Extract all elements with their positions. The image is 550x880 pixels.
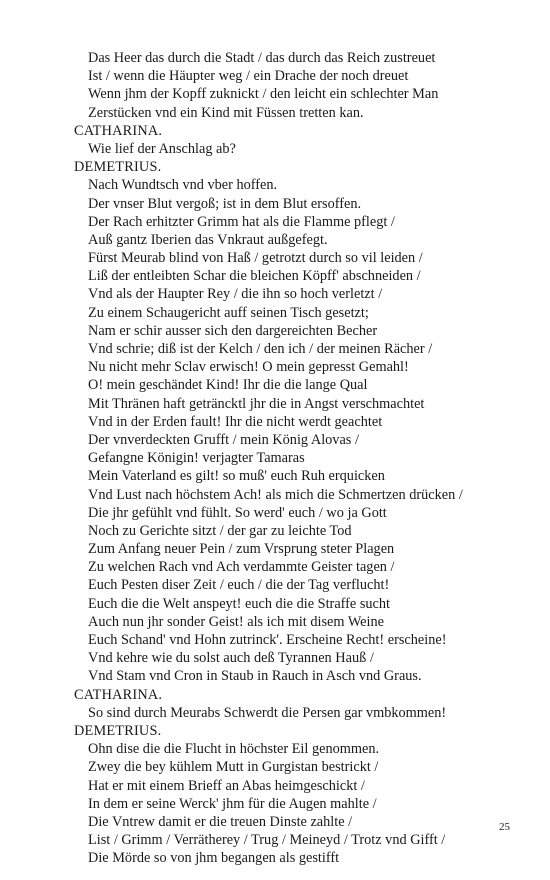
verse-line: Vnd schrie; diß ist der Kelch / den ich / der meinen Rächer / bbox=[88, 341, 433, 357]
verse-line: Noch zu Gerichte sitzt / der gar zu leichte Tod bbox=[88, 522, 352, 539]
play-text bbox=[74, 49, 534, 867]
verse-line: Das Heer das durch die Stadt / das durch das Reich zustreuet bbox=[88, 50, 436, 66]
verse-line: List / Grimm / Verrätherey / Trug / Meineyd / Trotz vnd Gifft / bbox=[88, 832, 446, 849]
verse-line: Nam er schir ausser sich den dargereichten Becher bbox=[88, 322, 378, 339]
verse-line: Die jhr gefühlt vnd fühlt. So werd' euch / wo ja Gott bbox=[88, 504, 387, 521]
verse-line: Nach Wundtsch vnd vber hoffen. bbox=[88, 177, 278, 194]
verse-line: Zwey die bey kühlem Mutt in Gurgistan bestrickt / bbox=[88, 759, 379, 776]
speaker-name: DEMETRIUS. bbox=[74, 722, 162, 739]
verse-line: Fürst Meurab blind von Haß / getrotzt durch so vil leiden / bbox=[88, 250, 423, 267]
verse-line: So sind durch Meurabs Schwerdt die Persen gar vmbkommen! bbox=[88, 704, 447, 721]
verse-line: Ohn dise die die Flucht in höchster Eil genommen. bbox=[88, 741, 380, 758]
verse-line: Vnd kehre wie du solst auch deß Tyrannen Hauß / bbox=[88, 650, 374, 667]
page-number: 25 bbox=[499, 821, 510, 833]
verse-line: Vnd in der Erden fault! Ihr die nicht werdt geachtet bbox=[88, 413, 383, 430]
verse-line: Gefangne Königin! verjagter Tamaras bbox=[88, 450, 305, 467]
verse-line: Wenn jhm der Kopff zuknickt / den leicht ein schlechter Man bbox=[88, 86, 439, 103]
verse-line: Vnd als der Haupter Rey / die ihn so hoch verletzt / bbox=[88, 286, 383, 303]
verse-line: Hat er mit einem Brieff an Abas heimgeschickt / bbox=[88, 777, 365, 794]
verse-line: Euch Pesten diser Zeit / euch / die der Tag verflucht! bbox=[88, 577, 390, 594]
verse-line: In dem er seine Werck' jhm für die Augen mahlte / bbox=[88, 795, 377, 812]
verse-line: Zerstücken vnd ein Kind mit Füssen tretten kan. bbox=[88, 104, 364, 121]
verse-line: Der vnverdeckten Grufft / mein König Alovas / bbox=[88, 431, 359, 448]
verse-line: Mit Thränen haft geträncktl jhr die in Angst verschmachtet bbox=[88, 395, 425, 412]
speaker-name: CATHARINA. bbox=[74, 122, 163, 139]
verse-line: Zum Anfang neuer Pein / zum Vrsprung steter Plagen bbox=[88, 541, 395, 558]
verse-line: Der Rach erhitzter Grimm hat als die Flamme pflegt / bbox=[88, 213, 395, 230]
verse-line: Vnd Stam vnd Cron in Staub in Rauch in Asch vnd Graus. bbox=[88, 668, 422, 685]
speaker-name: CATHARINA. bbox=[74, 686, 163, 703]
speaker-name: DEMETRIUS. bbox=[74, 159, 162, 176]
verse-line: Ist / wenn die Häupter weg / ein Drache der noch dreuet bbox=[88, 68, 409, 85]
verse-line: Liß der entleibten Schar die bleichen Köpff' abschneiden / bbox=[88, 268, 421, 285]
verse-line: Nu nicht mehr Sclav erwisch! O mein gepresst Gemahl! bbox=[88, 359, 409, 376]
verse-line: Mein Vaterland es gilt! so muß' euch Ruh erquicken bbox=[88, 468, 385, 485]
verse-line: Der vnser Blut vergoß; ist in dem Blut ersoffen. bbox=[88, 195, 362, 212]
verse-line: Wie lief der Anschlag ab? bbox=[88, 140, 236, 157]
verse-line: Euch die die Welt anspeyt! euch die die Straffe sucht bbox=[88, 595, 391, 612]
verse-line: Euch Schand' vnd Hohn zutrinck'. Erscheine Recht! erscheine! bbox=[88, 632, 447, 648]
verse-line: Die Mörde so von jhm begangen als gestifft bbox=[88, 850, 340, 867]
verse-line: Auch nun jhr sonder Geist! als ich mit disem Weine bbox=[88, 613, 384, 630]
verse-line: Vnd Lust nach höchstem Ach! als mich die Schmertzen drücken / bbox=[88, 486, 463, 503]
verse-line: Zu welchen Rach vnd Ach verdammte Geister tagen / bbox=[88, 559, 395, 576]
verse-line: Zu einem Schaugericht auff seinen Tisch gesetzt; bbox=[88, 304, 369, 321]
verse-line: Die Vntrew damit er die treuen Dinste zahlte / bbox=[88, 813, 353, 830]
verse-line: Auß gantz Iberien das Vnkraut außgefegt. bbox=[88, 231, 328, 248]
verse-line: O! mein geschändet Kind! Ihr die die lange Qual bbox=[88, 377, 368, 394]
